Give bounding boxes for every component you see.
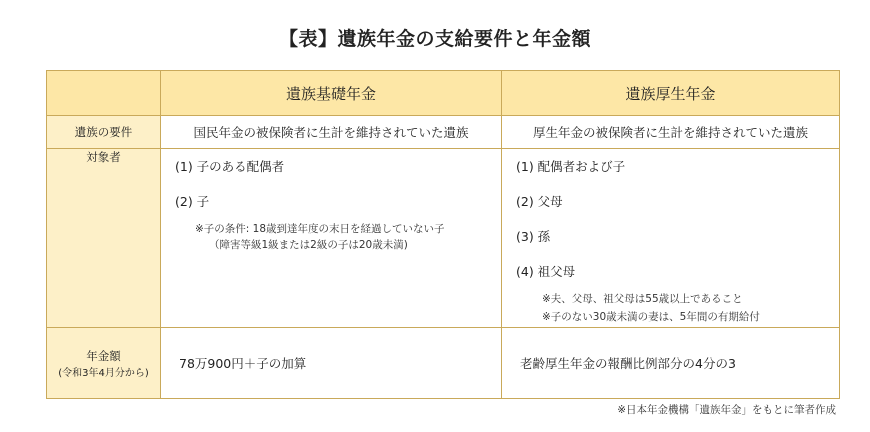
source-note: ※日本年金機構「遺族年金」をもとに筆者作成 bbox=[617, 404, 836, 416]
header-welfare-pension: 遺族厚生年金 bbox=[502, 71, 840, 116]
target-label: 対象者 bbox=[47, 149, 161, 328]
target-welfare-item: (4) 祖父母 bbox=[516, 264, 576, 279]
amount-label-cell bbox=[47, 328, 161, 399]
target-welfare-item: (1) 配偶者および子 bbox=[516, 159, 626, 174]
header-empty-cell bbox=[47, 71, 161, 116]
target-row bbox=[47, 149, 840, 328]
requirement-welfare: 厚生年金の被保険者に生計を維持されていた遺族 bbox=[502, 116, 840, 149]
amount-basic: 78万900円＋子の加算 bbox=[161, 328, 502, 399]
header-basic-pension: 遺族基礎年金 bbox=[161, 71, 502, 116]
amount-welfare: 老齢厚生年金の報酬比例部分の4分の3 bbox=[502, 328, 840, 399]
pension-table bbox=[46, 70, 840, 399]
target-welfare-item: (2) 父母 bbox=[516, 194, 563, 209]
requirement-label: 遺族の要件 bbox=[47, 116, 161, 149]
target-basic-item: (2) 子 bbox=[175, 194, 210, 209]
target-welfare-note: ※夫、父母、祖父母は55歳以上であること bbox=[542, 293, 743, 305]
requirement-row bbox=[47, 116, 840, 149]
target-welfare-note: ※子のない30歳未満の妻は、5年間の有期給付 bbox=[542, 311, 760, 323]
amount-row bbox=[47, 328, 840, 399]
target-basic-note: （障害等級1級または2級の子は20歳未満) bbox=[209, 239, 408, 251]
target-welfare-cell bbox=[502, 149, 840, 328]
requirement-basic: 国民年金の被保険者に生計を維持されていた遺族 bbox=[161, 116, 502, 149]
target-welfare-item: (3) 孫 bbox=[516, 229, 551, 244]
target-basic-item: (1) 子のある配偶者 bbox=[175, 159, 285, 174]
amount-label-sub: (令和3年4月分から) bbox=[58, 367, 149, 379]
page-title: 【表】遺族年金の支給要件と年金額 bbox=[278, 28, 591, 50]
target-basic-cell bbox=[161, 149, 502, 328]
target-basic-note: ※子の条件: 18歳到達年度の末日を経過していない子 bbox=[195, 223, 445, 235]
amount-label: 年金額 bbox=[86, 348, 121, 363]
header-row bbox=[47, 71, 840, 116]
